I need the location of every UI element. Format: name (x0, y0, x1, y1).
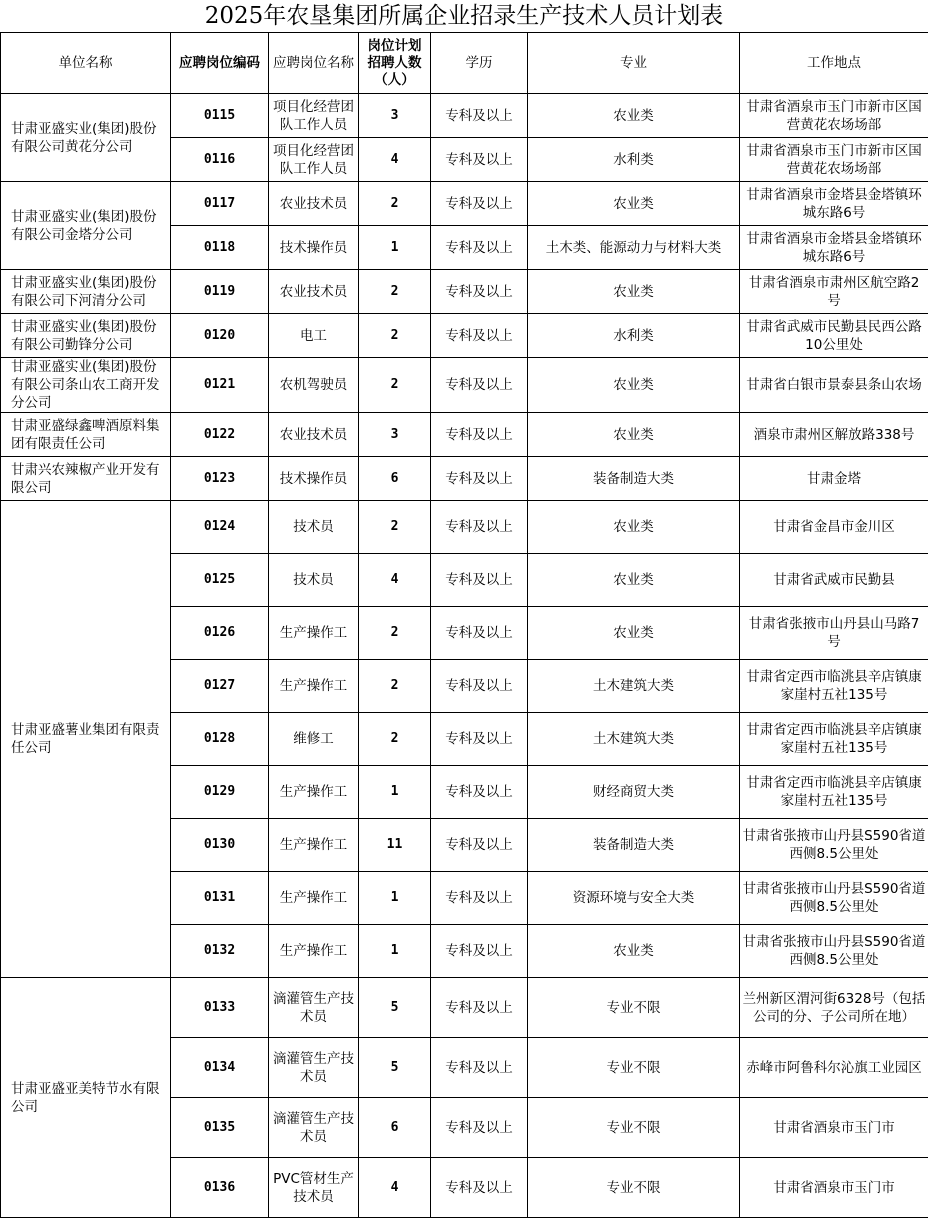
code-cell: 0128 (171, 713, 269, 766)
position-text: 滴灌管生产技术员 (271, 1110, 356, 1146)
count-cell: 11 (359, 819, 431, 872)
count-cell: 2 (359, 314, 431, 358)
position-cell (269, 457, 359, 501)
count-cell: 2 (359, 270, 431, 314)
major-cell: 农业类 (528, 358, 740, 413)
major-cell: 水利类 (528, 314, 740, 358)
count-cell: 2 (359, 501, 431, 554)
major-cell: 农业类 (528, 554, 740, 607)
education-cell: 专科及以上 (431, 226, 528, 270)
position-cell (269, 713, 359, 766)
position-cell (269, 872, 359, 925)
unit-name-cell: 甘肃亚盛实业(集团)股份有限公司勤锋分公司 (1, 314, 171, 358)
location-cell: 甘肃省武威市民勤县 (740, 554, 928, 607)
education-cell: 专科及以上 (431, 1038, 528, 1098)
position-text: 滴灌管生产技术员 (271, 1050, 356, 1086)
table-row (1, 457, 928, 501)
location-cell: 酒泉市肃州区解放路338号 (740, 413, 928, 457)
position-cell (269, 413, 359, 457)
unit-name-cell: 甘肃亚盛实业(集团)股份有限公司黄花分公司 (1, 94, 171, 182)
location-cell: 甘肃省定西市临洮县辛店镇康家崖村五社135号 (740, 766, 928, 819)
code-cell: 0135 (171, 1098, 269, 1158)
location-cell: 甘肃省张掖市山丹县山马路7号 (740, 607, 928, 660)
unit-name-cell: 甘肃亚盛亚美特节水有限公司 (1, 978, 171, 1218)
table-row (1, 413, 928, 457)
unit-name-cell: 甘肃亚盛实业(集团)股份有限公司下河清分公司 (1, 270, 171, 314)
table-row (1, 501, 928, 554)
position-cell (269, 1038, 359, 1098)
education-cell: 专科及以上 (431, 314, 528, 358)
education-cell: 专科及以上 (431, 978, 528, 1038)
count-cell: 1 (359, 925, 431, 978)
code-cell: 0120 (171, 314, 269, 358)
code-cell: 0122 (171, 413, 269, 457)
code-cell: 0117 (171, 182, 269, 226)
major-cell: 农业类 (528, 607, 740, 660)
count-cell: 5 (359, 978, 431, 1038)
education-cell: 专科及以上 (431, 358, 528, 413)
education-cell: 专科及以上 (431, 554, 528, 607)
count-cell: 4 (359, 138, 431, 182)
code-cell: 0118 (171, 226, 269, 270)
position-text: 生产操作工 (271, 889, 356, 907)
table-row (1, 94, 928, 138)
position-cell (269, 978, 359, 1038)
position-cell (269, 819, 359, 872)
location-cell: 甘肃省张掖市山丹县S590省道西侧8.5公里处 (740, 925, 928, 978)
position-text: 生产操作工 (271, 783, 356, 801)
position-text: 维修工 (271, 730, 356, 748)
count-cell: 3 (359, 413, 431, 457)
count-cell: 1 (359, 766, 431, 819)
education-cell: 专科及以上 (431, 1098, 528, 1158)
position-cell (269, 358, 359, 413)
table-row (1, 358, 928, 413)
position-cell (269, 1098, 359, 1158)
education-cell: 专科及以上 (431, 182, 528, 226)
location-cell: 甘肃省酒泉市金塔县金塔镇环城东路6号 (740, 182, 928, 226)
education-cell: 专科及以上 (431, 94, 528, 138)
count-cell: 2 (359, 358, 431, 413)
location-cell: 甘肃省酒泉市玉门市新市区国营黄花农场场部 (740, 138, 928, 182)
location-cell: 甘肃省酒泉市玉门市 (740, 1098, 928, 1158)
location-cell: 甘肃省白银市景泰县条山农场 (740, 358, 928, 413)
count-cell: 2 (359, 713, 431, 766)
code-cell: 0126 (171, 607, 269, 660)
location-cell: 赤峰市阿鲁科尔沁旗工业园区 (740, 1038, 928, 1098)
position-text: 生产操作工 (271, 942, 356, 960)
position-text: 项目化经营团队工作人员 (271, 98, 356, 134)
position-cell (269, 226, 359, 270)
header-education: 学历 (431, 33, 528, 94)
code-cell: 0119 (171, 270, 269, 314)
page-title: 2025年农垦集团所属企业招录生产技术人员计划表 (0, 0, 928, 32)
header-position: 应聘岗位名称 (269, 33, 359, 94)
education-cell: 专科及以上 (431, 925, 528, 978)
count-cell: 4 (359, 554, 431, 607)
code-cell: 0132 (171, 925, 269, 978)
position-text: 生产操作工 (271, 624, 356, 642)
header-count: 岗位计划招聘人数（人） (359, 33, 431, 94)
position-text: 电工 (271, 327, 356, 345)
code-cell: 0136 (171, 1158, 269, 1218)
position-text: 农业技术员 (271, 283, 356, 301)
position-text: 生产操作工 (271, 677, 356, 695)
position-cell (269, 766, 359, 819)
position-cell (269, 94, 359, 138)
education-cell: 专科及以上 (431, 501, 528, 554)
header-location: 工作地点 (740, 33, 928, 94)
location-cell: 甘肃省酒泉市肃州区航空路2号 (740, 270, 928, 314)
major-cell: 农业类 (528, 925, 740, 978)
education-cell: 专科及以上 (431, 1158, 528, 1218)
code-cell: 0127 (171, 660, 269, 713)
location-cell: 甘肃省酒泉市金塔县金塔镇环城东路6号 (740, 226, 928, 270)
position-cell (269, 925, 359, 978)
major-cell: 土木建筑大类 (528, 713, 740, 766)
education-cell: 专科及以上 (431, 660, 528, 713)
education-cell: 专科及以上 (431, 607, 528, 660)
education-cell: 专科及以上 (431, 819, 528, 872)
education-cell: 专科及以上 (431, 270, 528, 314)
education-cell: 专科及以上 (431, 872, 528, 925)
unit-name-cell: 甘肃亚盛绿鑫啤酒原料集团有限责任公司 (1, 413, 171, 457)
major-cell: 农业类 (528, 413, 740, 457)
major-cell: 专业不限 (528, 1158, 740, 1218)
position-text: 技术员 (271, 571, 356, 589)
position-text: PVC管材生产技术员 (271, 1170, 356, 1206)
position-cell (269, 660, 359, 713)
position-text: 技术操作员 (271, 470, 356, 488)
position-text: 技术员 (271, 518, 356, 536)
code-cell: 0131 (171, 872, 269, 925)
unit-name-cell: 甘肃亚盛实业(集团)股份有限公司金塔分公司 (1, 182, 171, 270)
position-cell (269, 1158, 359, 1218)
header-row (1, 33, 928, 94)
location-cell: 甘肃省武威市民勤县民西公路10公里处 (740, 314, 928, 358)
header-code: 应聘岗位编码 (171, 33, 269, 94)
position-text: 生产操作工 (271, 836, 356, 854)
count-cell: 1 (359, 872, 431, 925)
major-cell: 农业类 (528, 501, 740, 554)
position-text: 农机驾驶员 (271, 376, 356, 394)
code-cell: 0134 (171, 1038, 269, 1098)
count-cell: 6 (359, 1098, 431, 1158)
position-cell (269, 554, 359, 607)
count-cell: 1 (359, 226, 431, 270)
table-row (1, 182, 928, 226)
position-cell (269, 501, 359, 554)
code-cell: 0130 (171, 819, 269, 872)
code-cell: 0129 (171, 766, 269, 819)
header-major: 专业 (528, 33, 740, 94)
education-cell: 专科及以上 (431, 713, 528, 766)
education-cell: 专科及以上 (431, 766, 528, 819)
major-cell: 专业不限 (528, 1098, 740, 1158)
position-cell (269, 607, 359, 660)
code-cell: 0116 (171, 138, 269, 182)
position-text: 农业技术员 (271, 426, 356, 444)
major-cell: 土木建筑大类 (528, 660, 740, 713)
location-cell: 甘肃省金昌市金川区 (740, 501, 928, 554)
major-cell: 农业类 (528, 270, 740, 314)
education-cell: 专科及以上 (431, 138, 528, 182)
major-cell: 资源环境与安全大类 (528, 872, 740, 925)
unit-name-cell: 甘肃亚盛实业(集团)股份有限公司条山农工商开发分公司 (1, 358, 171, 413)
code-cell: 0121 (171, 358, 269, 413)
location-cell: 甘肃省定西市临洮县辛店镇康家崖村五社135号 (740, 713, 928, 766)
position-text: 滴灌管生产技术员 (271, 990, 356, 1026)
table-row (1, 314, 928, 358)
major-cell: 农业类 (528, 94, 740, 138)
unit-name-cell: 甘肃亚盛薯业集团有限责任公司 (1, 501, 171, 978)
code-cell: 0115 (171, 94, 269, 138)
recruitment-table (0, 32, 928, 1218)
header-unit: 单位名称 (1, 33, 171, 94)
location-cell: 甘肃省张掖市山丹县S590省道西侧8.5公里处 (740, 872, 928, 925)
count-cell: 5 (359, 1038, 431, 1098)
major-cell: 专业不限 (528, 978, 740, 1038)
code-cell: 0123 (171, 457, 269, 501)
count-cell: 2 (359, 182, 431, 226)
location-cell: 兰州新区渭河街6328号（包括公司的分、子公司所在地） (740, 978, 928, 1038)
unit-name-cell: 甘肃兴农辣椒产业开发有限公司 (1, 457, 171, 501)
major-cell: 农业类 (528, 182, 740, 226)
position-cell (269, 182, 359, 226)
position-cell (269, 270, 359, 314)
code-cell: 0133 (171, 978, 269, 1038)
education-cell: 专科及以上 (431, 413, 528, 457)
position-text: 技术操作员 (271, 239, 356, 257)
major-cell: 装备制造大类 (528, 819, 740, 872)
code-cell: 0124 (171, 501, 269, 554)
major-cell: 装备制造大类 (528, 457, 740, 501)
count-cell: 6 (359, 457, 431, 501)
location-cell: 甘肃省定西市临洮县辛店镇康家崖村五社135号 (740, 660, 928, 713)
major-cell: 专业不限 (528, 1038, 740, 1098)
position-text: 项目化经营团队工作人员 (271, 142, 356, 178)
education-cell: 专科及以上 (431, 457, 528, 501)
table-row (1, 978, 928, 1038)
count-cell: 2 (359, 607, 431, 660)
position-text: 农业技术员 (271, 195, 356, 213)
count-cell: 3 (359, 94, 431, 138)
major-cell: 水利类 (528, 138, 740, 182)
count-cell: 4 (359, 1158, 431, 1218)
position-cell (269, 138, 359, 182)
location-cell: 甘肃省酒泉市玉门市新市区国营黄花农场场部 (740, 94, 928, 138)
location-cell: 甘肃金塔 (740, 457, 928, 501)
count-cell: 2 (359, 660, 431, 713)
table-body (1, 94, 928, 1218)
location-cell: 甘肃省张掖市山丹县S590省道西侧8.5公里处 (740, 819, 928, 872)
code-cell: 0125 (171, 554, 269, 607)
location-cell: 甘肃省酒泉市玉门市 (740, 1158, 928, 1218)
major-cell: 土木类、能源动力与材料大类 (528, 226, 740, 270)
table-row (1, 270, 928, 314)
major-cell: 财经商贸大类 (528, 766, 740, 819)
position-cell (269, 314, 359, 358)
